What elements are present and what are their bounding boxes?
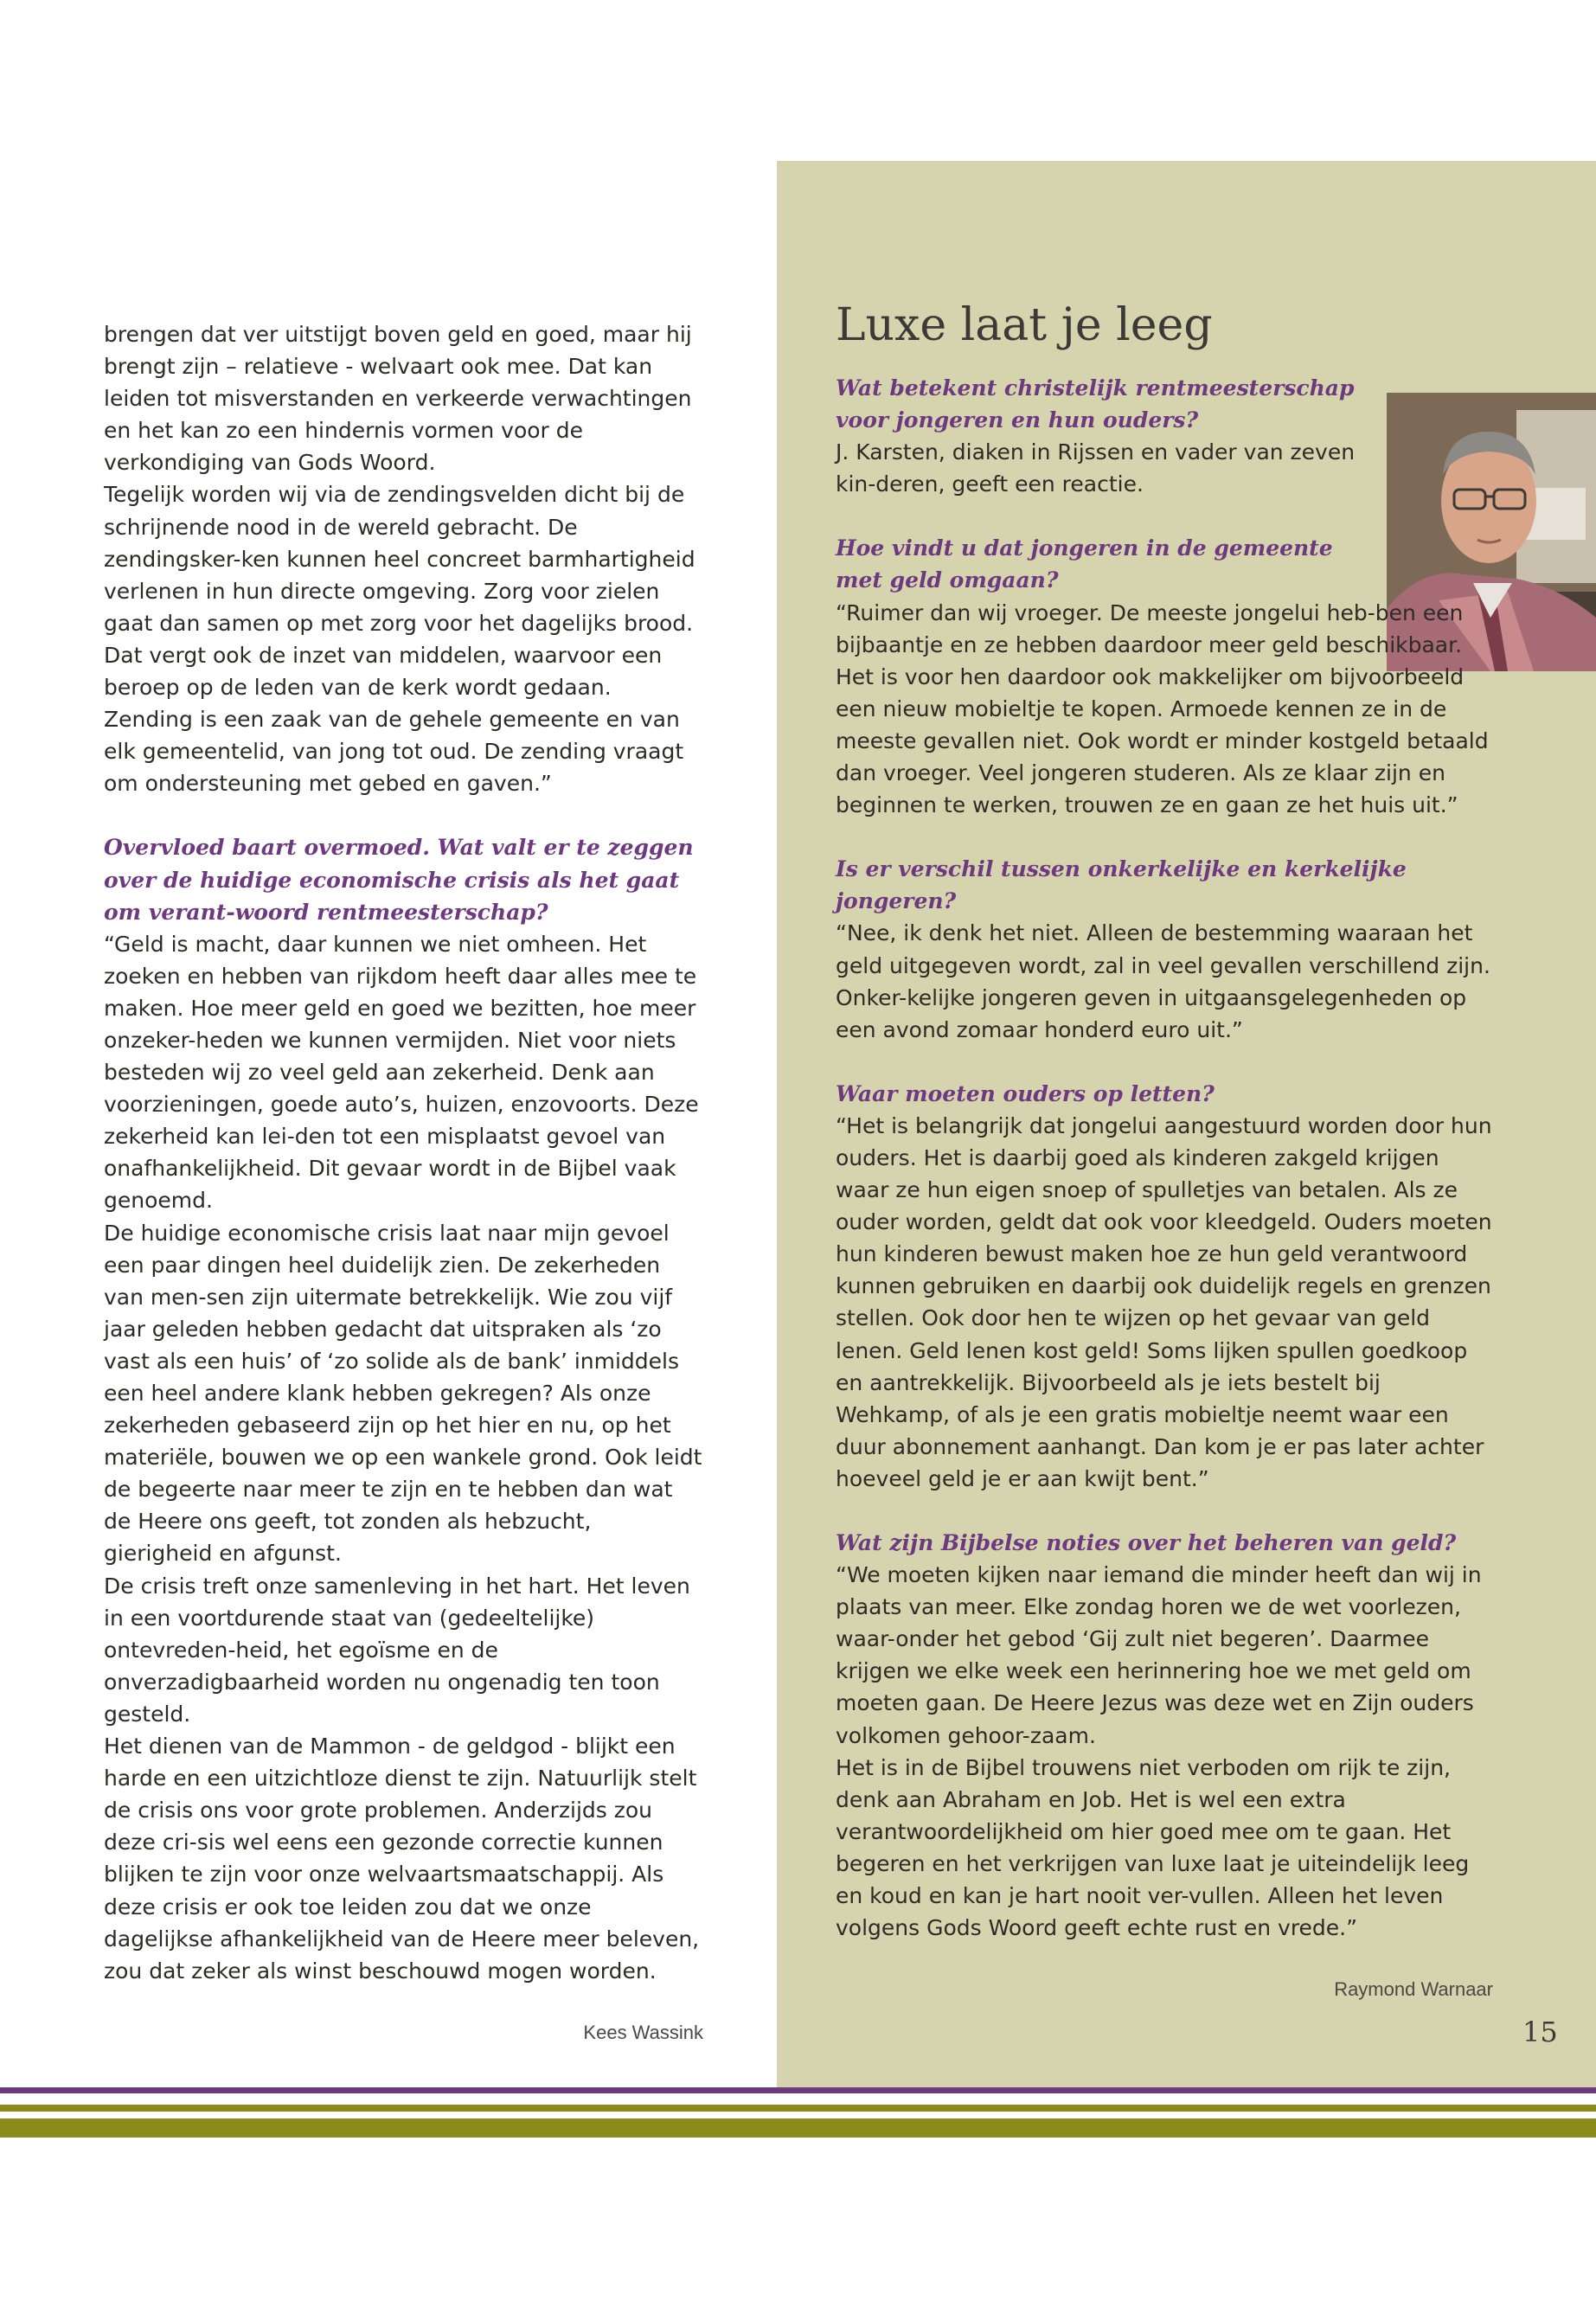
article-paragraph: Zending is een zaak van de gehele gemeente en van elk gemeentelid, van jong tot oud. De zending vraagt om ondersteuning met gebed en gaven.” (104, 707, 684, 797)
interview-question: Waar moeten ouders op letten? (836, 1080, 1215, 1106)
paragraph-gap (836, 1046, 1493, 1078)
interview-question: Is er verschil tussen onkerkelijke en kerkelijke jongeren? (836, 856, 1407, 914)
answer-paragraph: “Het is belangrijk dat jongelui aangestuurd worden door hun ouders. Het is daarbij goed als kinderen zakgeld krijgen waar ze hun eigen snoep of spulletjes van betalen. Als ze ouder worden, geldt dat ook voor kleedgeld. Ouders moeten hun kinderen bewust maken hoe ze hun geld verantwoord kunnen gebruiken en daarbij ook duidelijk regels en grenzen stellen. Ook door hen te wijzen op het gevaar van geld lenen. Geld lenen kost geld! Soms lijken spullen goedkoop en aantrekkelijk. Bijvoorbeeld als je iets bestelt bij Wehkamp, of als je een gratis mobieltje neemt waar een duur abonnement aanhangt. Dan kom je er pas later achter hoeveel geld je er aan kwijt bent.” (836, 1112, 1492, 1491)
paragraph-gap (836, 821, 1493, 853)
answer-paragraph: De crisis treft onze samenleving in het hart. Het leven in een voortdurende staat van (gedeeltelijke) ontevreden-heid, het egoïsme en de onverzadigbaarheid worden nu ongenadig ten toon gesteld. (104, 1573, 690, 1727)
author-signature: Kees Wassink (583, 2021, 703, 2043)
intro-text: J. Karsten, diaken in Rijssen en vader van zeven kin-deren, geeft een reactie. (836, 439, 1356, 497)
page-number: 15 (1522, 2016, 1558, 2048)
interview-question: Overvloed baart overmoed. Wat valt er te zeggen over de huidige economische crisis als het gaat om verant-woord rentmeesterschap? (104, 835, 694, 925)
paragraph-gap (104, 1987, 703, 2016)
footer-stripe-olive-thin (0, 2105, 1596, 2112)
main-article-column (104, 318, 703, 2048)
article-paragraph: Dat vergt ook de inzet van middelen, waarvoor een beroep op de leden van de kerk wordt gedaan. (104, 642, 663, 701)
answer-paragraph: Het is in de Bijbel trouwens niet verboden om rijk te zijn, denk aan Abraham en Job. Het is wel een extra verantwoordelijkheid om hier goed mee om te gaan. Het begeren en het verkrijgen van luxe laat je uiteindelijk leeg en koud en kan je hart nooit ver-vullen. Alleen het leven volgens Gods Woord geeft echte rust en vrede.” (836, 1754, 1470, 1941)
article-paragraph: brengen dat ver uitstijgt boven geld en goed, maar hij brengt zijn – relatieve - welvaart ook mee. Dat kan leiden tot misverstanden en verkeerde verwachtingen en het kan zo een hindernis vormen voor de verkondiging van Gods Woord. (104, 322, 692, 476)
sidebar-article (836, 299, 1493, 2005)
interview-question: Wat betekent christelijk rentmeesterschap voor jongeren en hun ouders? (836, 375, 1355, 433)
footer-stripe-purple (0, 2087, 1596, 2093)
interview-question: Wat zijn Bijbelse noties over het beheren van geld? (836, 1530, 1457, 1555)
answer-paragraph: “Geld is macht, daar kunnen we niet omheen. Het zoeken en hebben van rijkdom heeft daar alles mee te maken. Hoe meer geld en goed we bezitten, hoe meer onzeker-heden we kunnen vermijden. Niet voor niets besteden wij zo veel geld aan zekerheid. Denk aan voorzieningen, goede auto’s, huizen, enzovoorts. Deze zekerheid kan lei-den tot een misplaatst gevoel van onafhankelijkheid. Dit gevaar wordt in de Bijbel vaak genoemd. (104, 931, 699, 1214)
paragraph-gap (836, 1495, 1493, 1527)
paragraph-gap (836, 1944, 1493, 1973)
answer-paragraph: “We moeten kijken naar iemand die minder heeft dan wij in plaats van meer. Elke zondag horen we de wet voorlezen, waar-onder het gebod ‘Gij zult niet begeren’. Daarmee krijgen we elke week een herinnering hoe we met geld om moeten gaan. De Heere Jezus was deze wet en Zijn ouders volkomen gehoor-zaam. (836, 1562, 1482, 1748)
answer-paragraph: De huidige economische crisis laat naar mijn gevoel een paar dingen heel duidelijk zien. De zekerheden van men-sen zijn uitermate betrekkelijk. Wie zou vijf jaar geleden hebben gedacht dat uitspraken als ‘zo vast als een huis’ of ‘zo solide als de bank’ inmiddels een heel andere klank hebben gekregen? Als onze zekerheden gebaseerd zijn op het hier en nu, op het materiële, bouwen we op een wankele grond. Ook leidt de begeerte naar meer te zijn en te hebben dan wat de Heere ons geeft, tot zonden als hebzucht, gierigheid en afgunst. (104, 1220, 702, 1567)
answer-paragraph: Het dienen van de Mammon - de geldgod - blijkt een harde en een uitzichtloze dienst te zijn. Natuurlijk stelt de crisis ons voor grote problemen. Anderzijds zou deze cri-sis wel eens een gezonde correctie kunnen blijken te zijn voor onze welvaartsmaatschappij. Als deze crisis er ook toe leiden zou dat we onze dagelijkse afhankelijkheid van de Heere meer beleven, zou dat zeker als winst beschouwd mogen worden. (104, 1734, 700, 1984)
paragraph-gap (104, 799, 703, 831)
article-paragraph: Tegelijk worden wij via de zendingsvelden dicht bij de schrijnende nood in de wereld gebracht. De zendingsker-ken kunnen heel concreet barmhartigheid verlenen in hun directe omgeving. Zorg voor zielen gaat dan samen op met zorg voor het dagelijks brood. (104, 482, 695, 636)
answer-paragraph: “Ruimer dan wij vroeger. De meeste jongelui heb-ben een bijbaantje en ze hebben daardoor meer geld beschikbaar. Het is voor hen daardoor ook makkelijker om bijvoorbeeld een nieuw mobieltje te kopen. Armoede kennen ze in de meeste gevallen niet. Ook wordt er minder kostgeld betaald dan vroeger. Veel jongeren studeren. Als ze klaar zijn en beginnen te werken, trouwen ze en gaan ze het huis uit.” (836, 599, 1489, 818)
sidebar-title: Luxe laat je leeg (836, 299, 1213, 351)
interview-question: Hoe vindt u dat jongeren in de gemeente met geld omgaan? (836, 535, 1333, 593)
author-signature: Raymond Warnaar (1334, 1978, 1493, 2001)
paragraph-gap (836, 500, 1493, 532)
answer-paragraph: “Nee, ik denk het niet. Alleen de bestemming waaraan het geld uitgegeven wordt, zal in veel gevallen verschillend zijn. Onker-kelijke jongeren geven in uitgaansgelegenheden op een avond zomaar honderd euro uit.” (836, 920, 1490, 1042)
footer-stripe-olive-thick (0, 2118, 1596, 2138)
